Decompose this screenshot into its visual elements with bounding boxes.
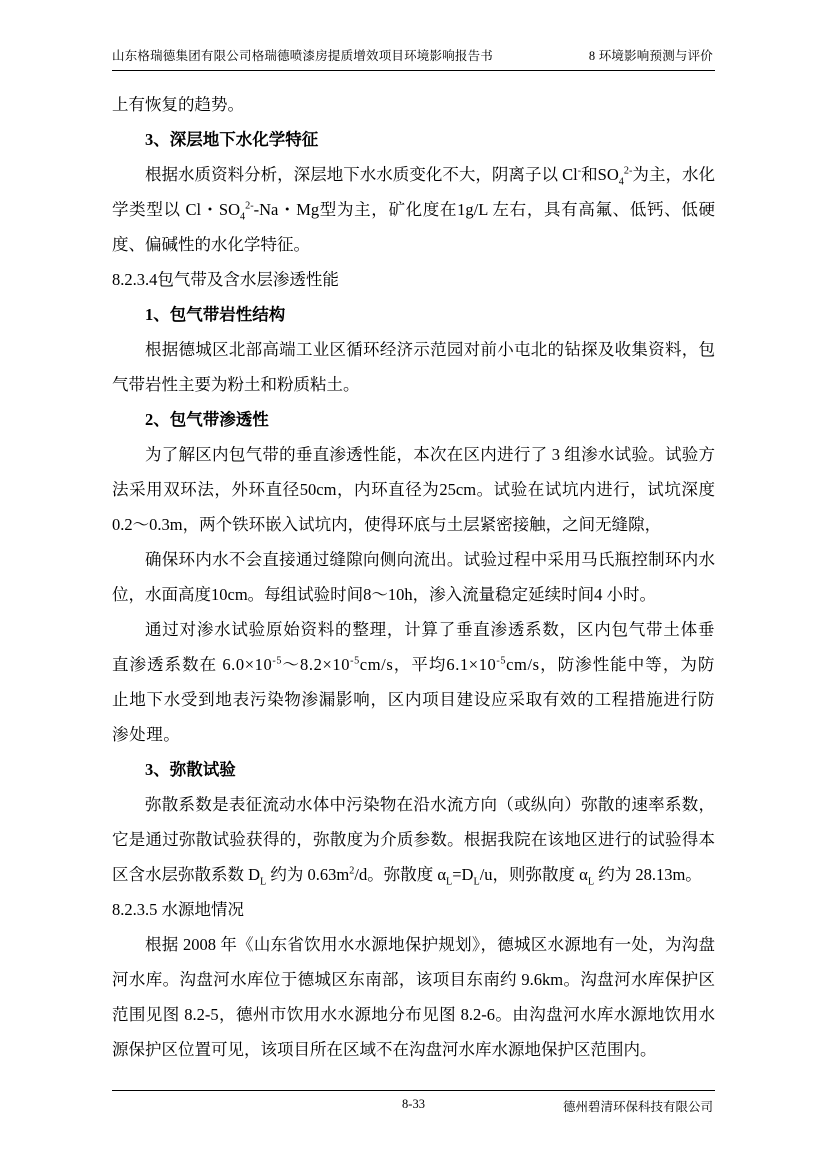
section-number-8-2-3-5: 8.2.3.5 水源地情况 xyxy=(112,899,244,919)
text-run: 和SO xyxy=(581,164,619,184)
text-run: =D xyxy=(452,864,474,884)
page-number: 8-33 xyxy=(402,1097,425,1111)
subscript: L xyxy=(473,875,480,887)
header-report-title: 山东格瑞德集团有限公司格瑞德喷漆房提质增效项目环境影响报告书 xyxy=(112,49,494,63)
paragraph-permeability-test: 为了解区内包气带的垂直渗透性能，本次在区内进行了 3 组渗水试验。试验方法采用双环法，外环直径50cm，内环直径为25cm。试验在试坑内进行，试坑深度0.2～0.3m，两个铁环嵌入试坑内，使得环底与土层紧密接触，之间无缝隙， xyxy=(112,444,715,534)
superscript: 2 xyxy=(349,865,355,876)
footer-row xyxy=(112,1097,715,1117)
superscript: 2- xyxy=(623,165,633,176)
superscript: - xyxy=(577,165,582,176)
text-run: cm/s，防渗性能中等，为防止地下水受到地表污染物渗漏影响，区内项目建设应采取有效的工程措施进行防渗处理。 xyxy=(112,654,715,744)
heading-deep-groundwater-chemistry: 3、深层地下水化学特征 xyxy=(145,129,319,149)
text-run: -Na・Mg型为主，矿化度在1g/L 左右，具有高氟、低钙、低硬度、偏碱性的水化学特征。 xyxy=(112,199,715,254)
text-run: 为主，水化学类型以 Cl・SO xyxy=(112,164,716,219)
text-run: ～8.2×10 xyxy=(282,654,351,674)
text-run: 弥散系数是表征流动水体中污染物在沿水流方向（或纵向）弥散的速率系数，它是通过弥散试验获得的，弥散度为介质参数。根据我院在该地区进行的试验得本区含水层弥散系数 D xyxy=(112,794,715,884)
paragraph-water-source-area: 根据 2008 年《山东省饮用水水源地保护规划》，德城区水源地有一处，为沟盘河水库。沟盘河水库位于德城区东南部，该项目东南约 9.6km。沟盘河水库保护区范围见图 8.2-5，德州市饮用水水源地分布见图 8.2-6。由沟盘河水库水源地饮用水源保护区位置可见，该项目所在区域不在沟盘河水库水源地保护区范围内。 xyxy=(112,934,715,1059)
footer-company-name: 德州碧清环保科技有限公司 xyxy=(562,1100,713,1114)
subscript: L xyxy=(445,875,453,887)
paragraph-permeability-coefficient xyxy=(112,612,715,752)
heading-vadose-permeability: 2、包气带渗透性 xyxy=(145,409,269,429)
running-footer xyxy=(112,1090,715,1117)
subscript: 4 xyxy=(618,175,624,187)
text-run: 通过对渗水试验原始资料的整理，计算了垂直渗透系数，区内包气带土体垂直渗透系数在 6.0×10 xyxy=(112,619,715,674)
paragraph-vadose-lithology: 根据德城区北部高端工业区循环经济示范园对前小屯北的钻探及收集资料，包气带岩性主要为粉土和粉质粘土。 xyxy=(112,339,715,394)
text-run: /d。弥散度 α xyxy=(354,864,446,884)
superscript: -5 xyxy=(272,655,283,666)
text-run: 根据水质资料分析，深层地下水水质变化不大，阴离子以 Cl xyxy=(145,164,578,184)
subscript: L xyxy=(260,875,267,887)
paragraph-water-quality xyxy=(112,157,715,262)
subscript: L xyxy=(587,875,595,887)
text-run: cm/s，平均6.1×10 xyxy=(359,654,497,674)
text-run: 约为 28.13m。 xyxy=(594,864,702,884)
text-run: 约为 0.63m xyxy=(266,864,350,884)
paragraph-dispersion-coefficient xyxy=(112,787,715,892)
paragraph-continuation: 上有恢复的趋势。 xyxy=(112,94,244,114)
body-text xyxy=(112,87,715,1067)
page-content xyxy=(112,48,715,1067)
paragraph-permeability-test-2: 确保环内水不会直接通过缝隙向侧向流出。试验过程中采用马氏瓶控制环内水位，水面高度10cm。每组试验时间8～10h，渗入流量稳定延续时间4 小时。 xyxy=(112,549,715,604)
running-header xyxy=(112,48,715,71)
header-chapter-title: 8 环境影响预测与评价 xyxy=(588,49,713,63)
section-number-8-2-3-4: 8.2.3.4包气带及含水层渗透性能 xyxy=(112,269,339,289)
heading-dispersion-test: 3、弥散试验 xyxy=(145,759,236,779)
subscript: 4 xyxy=(240,210,246,222)
superscript: -5 xyxy=(496,655,507,666)
text-run: /u，则弥散度 α xyxy=(479,864,588,884)
heading-vadose-lithology: 1、包气带岩性结构 xyxy=(145,304,286,324)
superscript: -5 xyxy=(350,655,360,666)
superscript: 2- xyxy=(245,200,254,211)
